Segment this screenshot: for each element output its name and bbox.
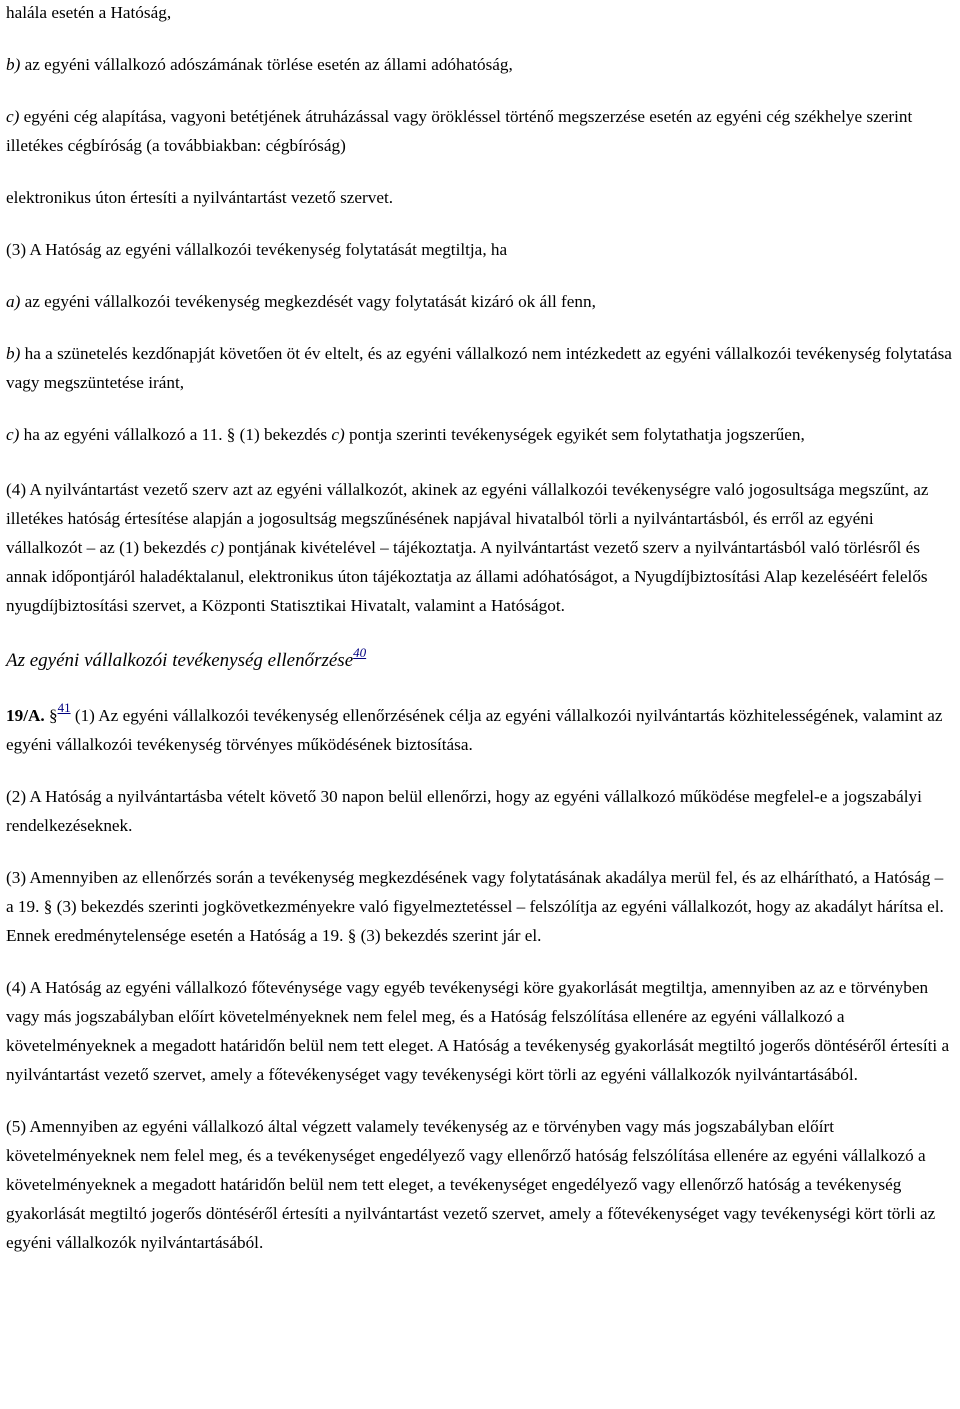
section-4-ref: c) (210, 538, 225, 557)
section-19a-2 (6, 782, 954, 840)
point-c-text: egyéni cég alapítása, vagyoni betétjének átruházással vagy örökléssel történő megszerzése esetén az egyéni cég székhelye szerint illetékes cégbíróság (a továbbiakban: cégbíróság) (6, 107, 913, 155)
section-3-point-a (6, 287, 954, 316)
footnote-link-40[interactable]: 40 (353, 645, 367, 660)
section-3-point-b-label: b) (6, 344, 21, 363)
section-4-pre: (4) A nyilvántartást vezető szerv azt az egyéni vállalkozót, akinek az egyéni vállalkozói tevékenységre való jogosultsága megszűnt, az illetékes hatóság értesítése alapján a jogosultság megszűnésének napjával hivatalból törli a nyilvántartásból, és erről az egyéni vállalkozót – az (1) bekezdés (6, 480, 929, 557)
section-3-intro (6, 235, 954, 264)
section-19a-paragraph-sign: § (44, 706, 58, 725)
section-3-point-c-pre: ha az egyéni vállalkozó a 11. § (1) bekezdés (19, 425, 332, 444)
paragraph-top (6, 0, 954, 27)
section-19a-4 (6, 973, 954, 1089)
section-heading (6, 646, 954, 675)
section-3-intro-text: (3) A Hatóság az egyéni vállalkozói tevékenység folytatását megtiltja, ha (6, 240, 508, 259)
section-19a-3-text: (3) Amennyiben az ellenőrzés során a tevékenység megkezdésének vagy folytatásának akadálya merül fel, és az elhárítható, a Hatóság – a 19. § (3) bekezdés szerinti jogkövetkezményekre való figyelmeztetéssel – felszólítja az egyéni vállalkozót, hogy az akadályt hárítsa el. Ennek eredménytelensége esetén a Hatóság a 19. § (3) bekezdés szerint jár el. (6, 868, 944, 945)
section-3-point-c-post: pontja szerinti tevékenységek egyikét sem folytathatja jogszerűen, (344, 425, 805, 444)
section-4-post: pontjának kivételével – tájékoztatja. A nyilvántartást vezető szerv a nyilvántartásból való törlésről és annak időpontjáról haladéktalanul, elektronikus úton tájékoztatja az állami adóhatóságot, a Nyugdíjbiztosítási Alap kezeléséért felelős nyugdíjbiztosítási szervet, a Központi Statisztikai Hivatalt, valamint a Hatóságot. (6, 538, 928, 615)
point-c-label: c) (6, 107, 20, 126)
section-heading-text: Az egyéni vállalkozói tevékenység ellenőrzése (6, 650, 354, 671)
point-b (6, 50, 954, 79)
footnote-link-41[interactable]: 41 (57, 700, 71, 715)
section-3-point-c-ref: c) (331, 425, 345, 444)
section-19a-1-text: (1) Az egyéni vállalkozói tevékenység ellenőrzésének célja az egyéni vállalkozói nyilvántartás közhitelességének, valamint az egyéni vállalkozói tevékenység törvényes működésének biztosítása. (6, 706, 943, 754)
paragraph-top-text: halála esetén a Hatóság, (6, 3, 172, 22)
section-19a-number: 19/A. (6, 706, 45, 725)
section-3-point-a-text: az egyéni vállalkozói tevékenység megkezdését vagy folytatását kizáró ok áll fenn, (20, 292, 596, 311)
section-19a-4-text: (4) A Hatóság az egyéni vállalkozó főtevénysége vagy egyéb tevékenységi köre gyakorlását megtiltja, amennyiben az az e törvényben vagy más jogszabályban előírt követelményeknek nem felel meg, és a Hatóság felszólítása ellenére az egyéni vállalkozó a követelményeknek a megadott határidőn belül nem tett eleget. A Hatóság a tevékenység gyakorlását megtiltó jogerős döntéséről értesíti a nyilvántartást vezető szervet, amely a főtevékenységet vagy tevékenységi kört törli az egyéni vállalkozók nyilvántartásából. (6, 978, 950, 1084)
section-3-point-b (6, 339, 954, 397)
point-b-label: b) (6, 55, 21, 74)
section-19a-2-text: (2) A Hatóság a nyilvántartásba vételt követő 30 napon belül ellenőrzi, hogy az egyéni vállalkozó működése megfelel-e a jogszabályi rendelkezéseknek. (6, 787, 922, 835)
paragraph-notify-text: elektronikus úton értesíti a nyilvántartást vezető szervet. (6, 188, 394, 207)
section-19a-5-text: (5) Amennyiben az egyéni vállalkozó által végzett valamely tevékenység az e törvényben vagy más jogszabályban előírt követelményeknek nem felel meg, és a tevékenységet engedélyező vagy ellenőrző hatóság felszólítása ellenére az egyéni vállalkozó a követelményeknek a megadott határidőn belül nem tett eleget, a tevékenységet engedélyező vagy ellenőrző hatóság a tevékenység gyakorlását megtiltó jogerős döntéséről értesíti a nyilvántartást vezető szervet, amely a főtevékenységet vagy tevékenységi kört törli az egyéni vállalkozók nyilvántartásából. (6, 1117, 936, 1252)
point-c (6, 102, 954, 160)
section-19a-3 (6, 863, 954, 950)
point-b-text: az egyéni vállalkozó adószámának törlése esetén az állami adóhatóság, (20, 55, 513, 74)
section-4 (6, 475, 954, 620)
section-19a-1 (6, 701, 954, 759)
section-19a-5 (6, 1112, 954, 1257)
paragraph-notify (6, 183, 954, 212)
section-3-point-a-label: a) (6, 292, 21, 311)
section-3-point-b-text: ha a szünetelés kezdőnapját követően öt év eltelt, és az egyéni vállalkozó nem intézkedett az egyéni vállalkozói tevékenység folytatása vagy megszüntetése iránt, (6, 344, 952, 392)
section-3-point-c-label: c) (6, 425, 20, 444)
section-3-point-c (6, 420, 954, 449)
